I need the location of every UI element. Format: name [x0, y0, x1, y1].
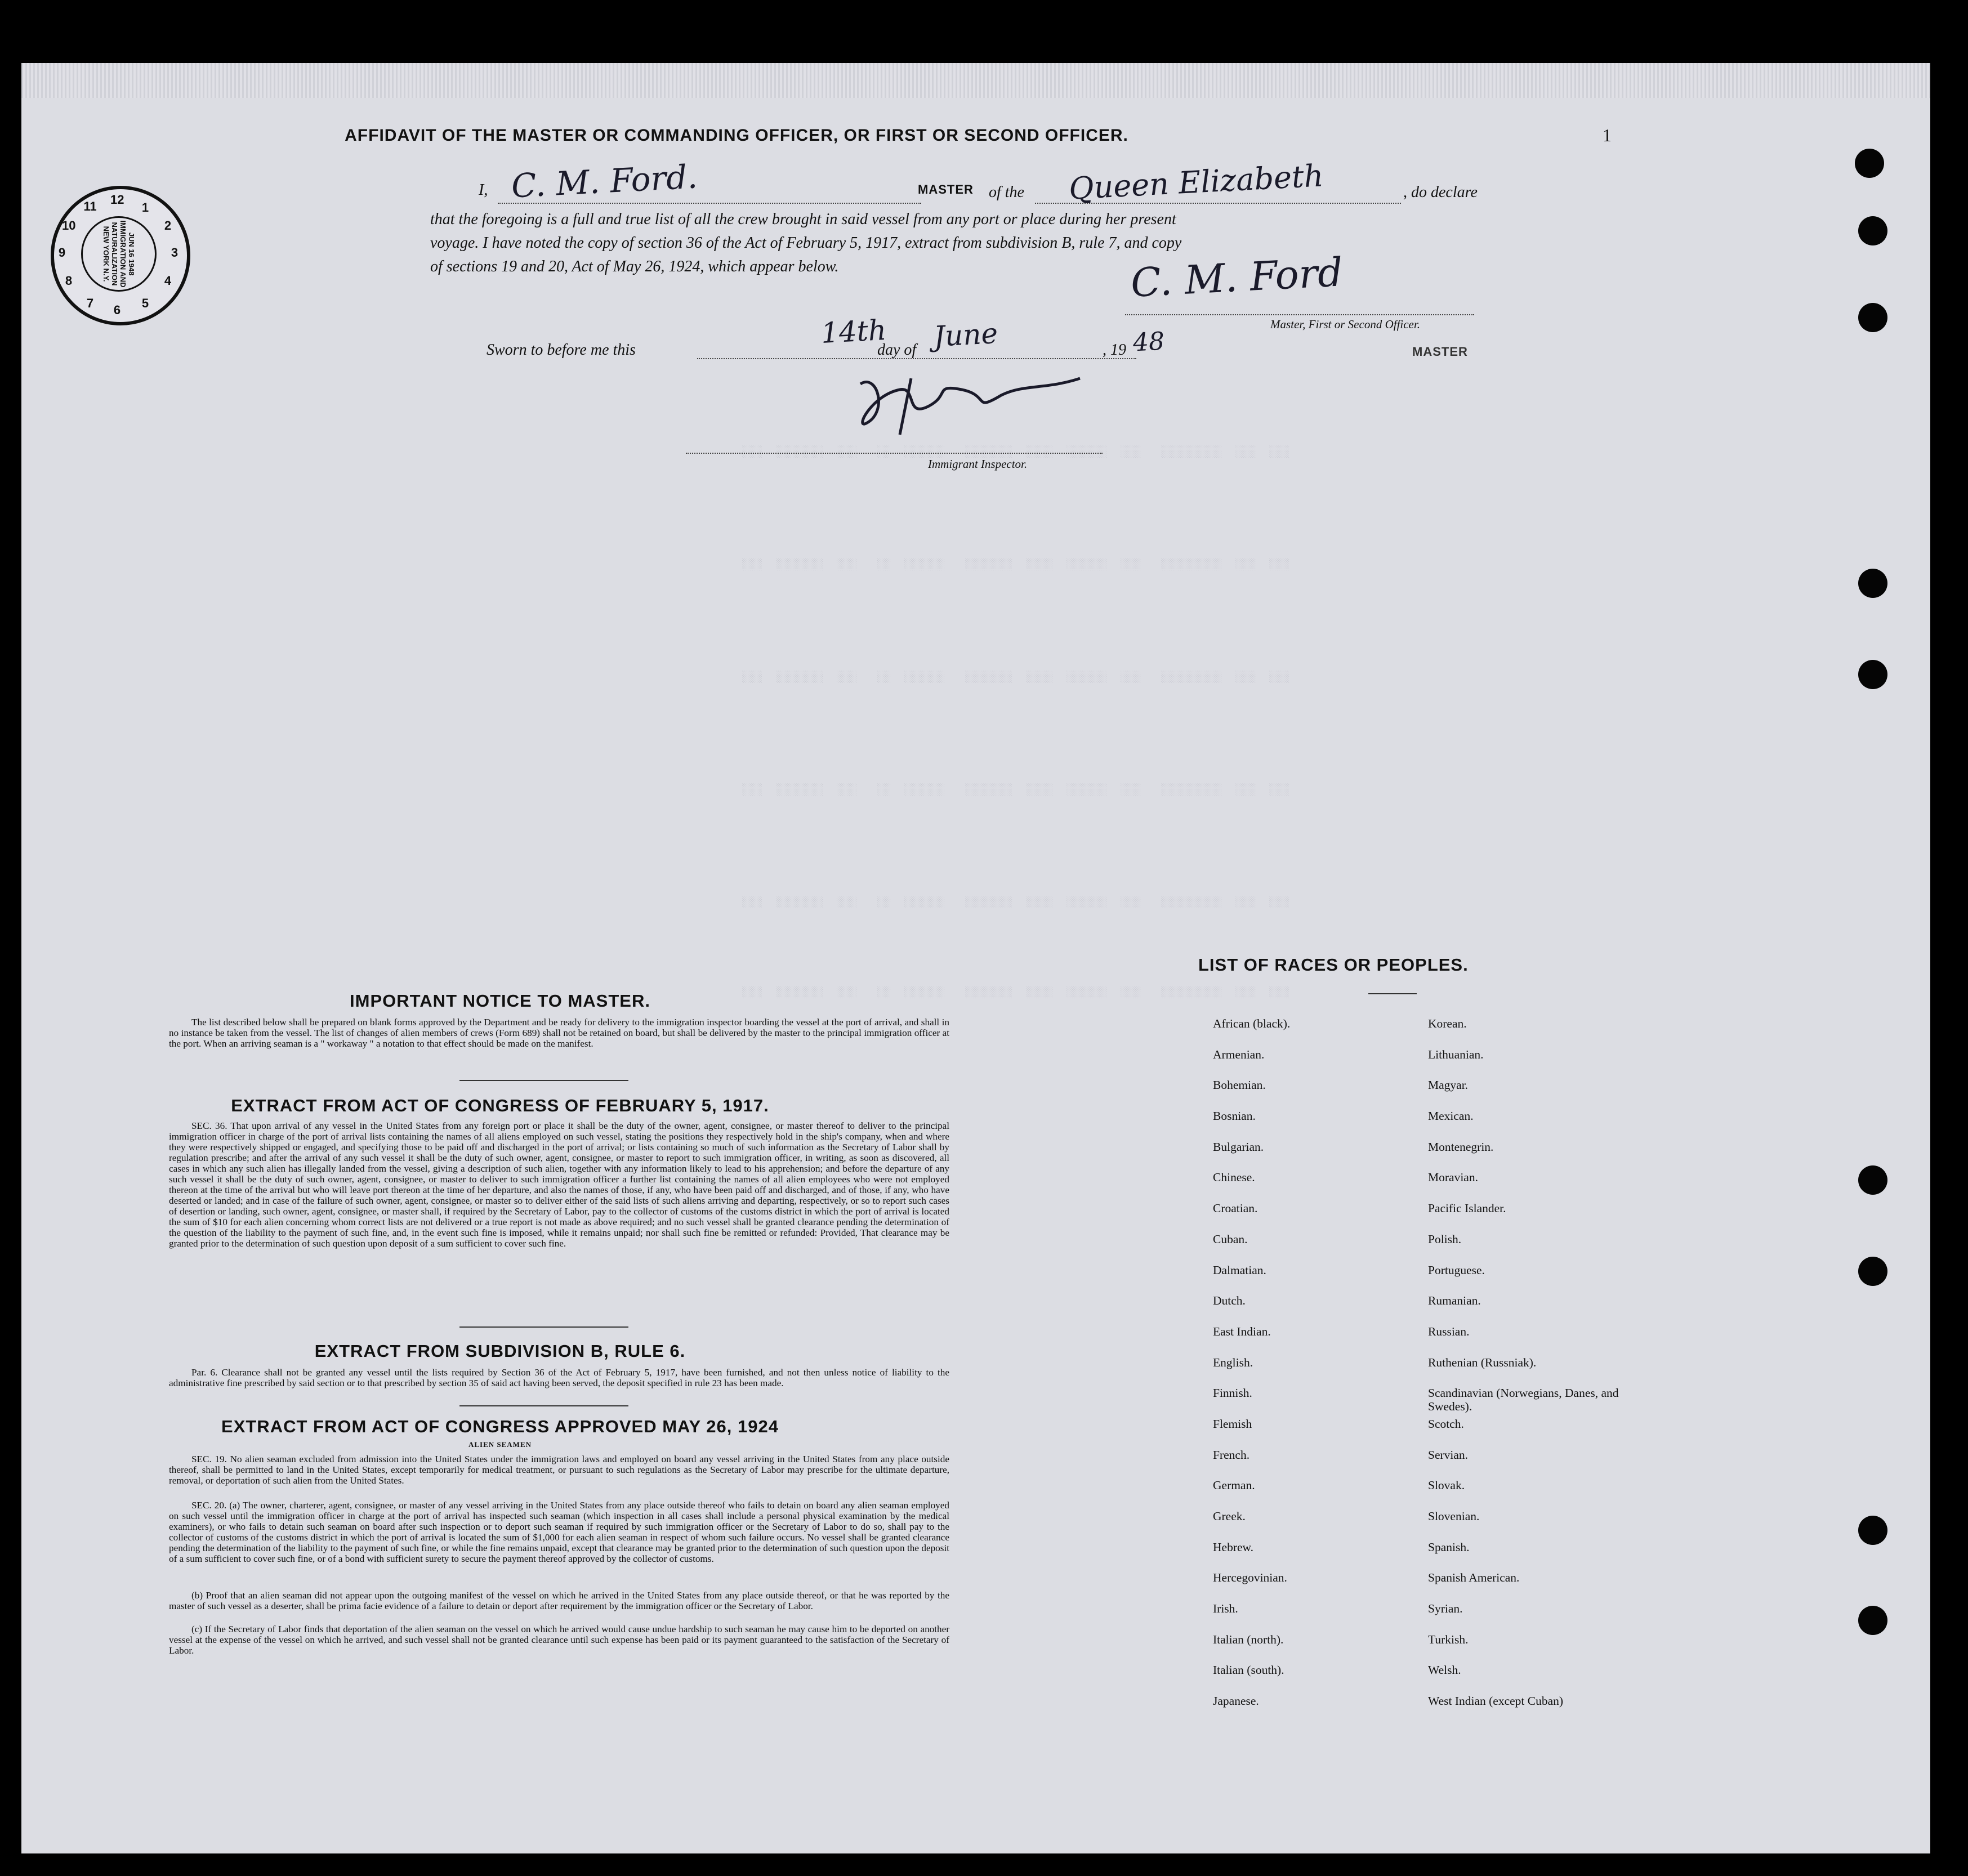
race-item: Welsh.	[1428, 1663, 1461, 1677]
bleed-through-row: ░░░ ░░░░░░░ ░░░ ░░ ░░░░░░ ░░░░░░░ ░░░░ ░░░░░░ ░░░ ░░░░░░░░░ ░░░ ░░░	[742, 896, 1290, 909]
race-item: Ruthenian (Russniak).	[1428, 1355, 1537, 1369]
race-item: Finnish.	[1213, 1386, 1252, 1400]
bleed-through-row: ░░░ ░░░░░░░ ░░░ ░░ ░░░░░░ ░░░░░░░ ░░░░ ░░░░░░ ░░░ ░░░░░░░░░ ░░░ ░░░	[742, 559, 1290, 571]
race-item: Armenian.	[1213, 1047, 1265, 1061]
punch-hole	[1858, 1165, 1887, 1195]
sworn-day-handwritten: 14th	[820, 314, 887, 350]
races-heading: LIST OF RACES OR PEOPLES.	[1198, 955, 1469, 975]
race-item: Spanish.	[1428, 1540, 1470, 1554]
punch-hole	[1858, 660, 1887, 689]
race-item: Servian.	[1428, 1448, 1469, 1462]
sworn-label: Sworn to before me this	[487, 341, 636, 359]
race-item: African (black).	[1213, 1017, 1291, 1030]
race-item: Hercegovinian.	[1213, 1571, 1287, 1585]
punch-hole	[1858, 216, 1887, 245]
race-item: Cuban.	[1213, 1232, 1248, 1246]
race-item: Croatian.	[1213, 1201, 1258, 1216]
punch-hole	[1858, 1516, 1887, 1545]
act-1924-sec-20a: SEC. 20. (a) The owner, charterer, agent, consignee, or master of any vessel arriving in the United States from any place outside thereof who fails to detain on board any alien seaman employed on such vessel until the immigration officer in charge at the port of arrival has inspected such seaman (which inspection in all cases shall include a personal physical examination by the medical examiners), or who fails to detain such seaman on board after such inspection or to deport such seaman if required by such immigration officer or the Secretary of Labor to do so, shall pay to the collector of customs of the customs district in which the port of arrival is located the sum of $1,000 for each alien seaman in respect of whom such failure occurs. No vessel shall be granted clearance pending the determination of the liability to the payment of such fine, or while the fine remains unpaid, except that clearance may be granted prior to the determination of such question upon the deposit of a sum sufficient to cover such fine, or of a bond with sufficient surety to secure the payment thereof approved by the collector of customs.	[169, 1500, 949, 1564]
master-name-handwritten: C. M. Ford.	[510, 157, 699, 206]
signature-line	[1125, 314, 1474, 315]
race-item: Bohemian.	[1213, 1078, 1266, 1092]
divider	[459, 1326, 628, 1328]
race-item: Portuguese.	[1428, 1263, 1485, 1277]
affidavit-prefix: I,	[479, 181, 488, 199]
rule-6-heading: EXTRACT FROM SUBDIVISION B, RULE 6.	[314, 1341, 686, 1361]
race-item: Japanese.	[1213, 1694, 1259, 1708]
race-item: Italian (north).	[1213, 1632, 1284, 1646]
page-title: AFFIDAVIT OF THE MASTER OR COMMANDING OFFICER, OR FIRST OR SECOND OFFICER.	[345, 126, 1128, 145]
affidavit-line-4: of sections 19 and 20, Act of May 26, 1924, which appear below.	[430, 258, 839, 275]
inspector-signature	[844, 361, 1091, 440]
divider	[1368, 993, 1417, 994]
race-item: Slovenian.	[1428, 1509, 1480, 1523]
race-item: Montenegrin.	[1428, 1140, 1494, 1154]
punch-hole	[1858, 569, 1887, 598]
punch-hole	[1858, 1257, 1887, 1286]
race-item: German.	[1213, 1479, 1255, 1493]
sworn-date-line	[697, 358, 1136, 359]
day-of-text: day of	[877, 341, 917, 359]
rule-6-text: Par. 6. Clearance shall not be granted any vessel until the lists required by Section 36 of the Act of February 5, 1917, have been furnished, and not then unless notice of liability to the administrative fine prescribed by said section or to that prescribed by section 35 of said act having been served, the deposit specified in rule 23 has been made.	[169, 1367, 949, 1388]
race-item: Bulgarian.	[1213, 1140, 1264, 1154]
bleed-through-row: ░░░ ░░░░░░░ ░░░ ░░ ░░░░░░ ░░░░░░░ ░░░░ ░░░░░░ ░░░ ░░░░░░░░░ ░░░ ░░░	[742, 446, 1290, 459]
notice-heading: IMPORTANT NOTICE TO MASTER.	[350, 991, 650, 1011]
race-item: Greek.	[1213, 1509, 1246, 1523]
race-item: Rumanian.	[1428, 1294, 1481, 1308]
race-item: French.	[1213, 1448, 1250, 1462]
race-item: Bosnian.	[1213, 1109, 1256, 1123]
master-name-line	[498, 203, 921, 204]
affidavit-line-3: voyage. I have noted the copy of section 36 of the Act of February 5, 1917, extract from subdivision B, rule 7, and copy	[430, 234, 1182, 252]
race-item: Turkish.	[1428, 1632, 1469, 1646]
bleed-through-row: ░░░ ░░░░░░░ ░░░ ░░ ░░░░░░ ░░░░░░░ ░░░░ ░░░░░░ ░░░ ░░░░░░░░░ ░░░ ░░░	[742, 784, 1290, 797]
race-item: English.	[1213, 1355, 1253, 1369]
race-item: Spanish American.	[1428, 1571, 1520, 1585]
sworn-year-handwritten: 48	[1132, 327, 1166, 358]
race-item: Polish.	[1428, 1232, 1462, 1246]
page-number: 1	[1603, 125, 1612, 145]
divider	[459, 1405, 628, 1406]
races-right-column	[1428, 1017, 1642, 1725]
race-item: West Indian (except Cuban)	[1428, 1694, 1564, 1708]
signature-caption: Master, First or Second Officer.	[1270, 318, 1420, 331]
races-left-column	[1213, 1017, 1404, 1725]
race-item: Hebrew.	[1213, 1540, 1254, 1554]
bleed-through-row: ░░░ ░░░░░░░ ░░░ ░░ ░░░░░░ ░░░░░░░ ░░░░ ░░░░░░ ░░░ ░░░░░░░░░ ░░░ ░░░	[742, 671, 1290, 684]
act-1924-sec-20b: (b) Proof that an alien seaman did not appear upon the outgoing manifest of the vessel on which he arrived in the United States from any place outside thereof, or that he was reported by the master of such vessel as a deserter, shall be prima facie evidence of a failure to detain or deport after requirement by the immigration officer or the Secretary of Labor.	[169, 1590, 949, 1611]
race-item: Flemish	[1213, 1417, 1252, 1431]
immigration-date-stamp: 1 2 3 4 5 6 7 8 9 10 11 12 JUN 16 1948 IMMIGRATION AND NATURALIZATION NEW YORK N.Y.	[51, 186, 190, 325]
race-item: Moravian.	[1428, 1171, 1478, 1185]
punch-hole	[1858, 303, 1887, 332]
race-item: Dutch.	[1213, 1294, 1246, 1308]
punch-hole	[1858, 1606, 1887, 1635]
inspector-caption: Immigrant Inspector.	[928, 457, 1028, 471]
race-item: Slovak.	[1428, 1479, 1465, 1493]
notice-text: The list described below shall be prepared on blank forms approved by the Department and be ready for delivery to the immigration inspector boarding the vessel at the port of arrival, and shall in no instance be taken from the vessel. The list of changes of alien members of crews (Form 689) shall not be retained on board, but shall be delivered by the master to the principal immigration officer at the port. When an arriving seaman is a " workaway " a notation to that effect should be made on the manifest.	[169, 1017, 949, 1049]
affidavit-line-2: that the foregoing is a full and true list of all the crew brought in said vessel from any port or place during her present	[430, 211, 1176, 228]
race-item: Italian (south).	[1213, 1663, 1284, 1677]
race-item: Dalmatian.	[1213, 1263, 1266, 1277]
act-1917-text: SEC. 36. That upon arrival of any vessel in the United States from any foreign port or place it shall be the duty of the owner, agent, consignee, or master thereof to deliver to the principal immigration officer in charge of the port of arrival lists containing the names of all aliens employed on such vessel, stating the positions they respectively hold in the ship's company, when and where they were respectively shipped or engaged, and specifying those to be paid off and discharged in the port of arrival; or lists containing so much of such information as the Secretary of Labor shall by regulation prescribe; and after the arrival of any such vessel it shall be the duty of such owner, agent, consignee, or master to report to such immigration officer, in writing, as soon as discovered, all cases in which any such alien has illegally landed from the vessel, giving a description of such alien, together with any information likely to lead to his apprehension; and before the departure of any such vessel it shall be the duty of such owner, agent, consignee, or master to deliver to such immigration officer a further list containing the names of all alien employees who were not employed thereon at the time of the arrival but who will leave port thereon at the time of her departure, and also the names of those, if any, who have been paid off and discharged, and of those, if any, who have deserted or landed; and in case of the failure of such owner, agent, consignee, or master so to deliver either of the said lists of such aliens arriving and departing, respectively, or so to report such cases of desertion or landing, such owner, agent, consignee, or master shall, if required by the Secretary of Labor, pay to the collector of customs of the customs district in which the port of arrival is located the sum of $10 for each alien concerning whom correct lists are not delivered or a true report is not made as above required; and no such vessel shall be granted clearance pending the determination of the question of the liability to the payment of such fine, and, in the event such fine is imposed, while it remains unpaid; nor shall such fine be remitted or refunded: Provided, That clearance may be granted prior to the determination of such question upon deposit of a sum sufficient to cover such fine.	[169, 1120, 949, 1249]
act-1924-heading: EXTRACT FROM ACT OF CONGRESS APPROVED MAY 26, 1924	[221, 1417, 779, 1436]
document-sheet	[21, 63, 1930, 1853]
master-signature: C. M. Ford	[1130, 249, 1344, 306]
race-item: Syrian.	[1428, 1602, 1463, 1616]
race-item: Korean.	[1428, 1017, 1467, 1030]
race-item: Scandinavian (Norwegians, Danes, and Swedes).	[1428, 1386, 1619, 1414]
act-1917-heading: EXTRACT FROM ACT OF CONGRESS OF FEBRUARY 5, 1917.	[231, 1096, 769, 1115]
race-item: Chinese.	[1213, 1171, 1255, 1185]
do-declare-text: , do declare	[1403, 184, 1478, 201]
act-1924-subheading: ALIEN SEAMEN	[468, 1440, 532, 1449]
of-the-text: of the	[989, 184, 1024, 201]
master-role-stamp: MASTER	[918, 182, 974, 196]
race-item: East Indian.	[1213, 1324, 1271, 1338]
race-item: Russian.	[1428, 1324, 1470, 1338]
bleed-through-row: ░░░ ░░░░░░░ ░░░ ░░ ░░░░░░ ░░░░░░░ ░░░░ ░░░░░░ ░░░ ░░░░░░░░░ ░░░ ░░░	[742, 986, 1290, 999]
master-stamp-2: MASTER	[1412, 345, 1468, 359]
race-item: Irish.	[1213, 1602, 1238, 1616]
act-1924-sec-19: SEC. 19. No alien seaman excluded from admission into the United States under the immigration laws and employed on board any vessel arriving in the United States from any place outside thereof, shall be permitted to land in the United States, except temporarily for medical treatment, or pursuant to such regulations as the Secretary of Labor may prescribe for the ultimate departure, removal, or deportation of such alien from the United States.	[169, 1454, 949, 1486]
sworn-month-handwritten: June	[932, 317, 999, 353]
race-item: Lithuanian.	[1428, 1047, 1484, 1061]
race-item: Scotch.	[1428, 1417, 1464, 1431]
race-item: Magyar.	[1428, 1078, 1469, 1092]
race-item: Mexican.	[1428, 1109, 1474, 1123]
inspector-line	[686, 453, 1103, 454]
year-prefix: , 19	[1103, 341, 1126, 359]
punch-hole	[1855, 149, 1884, 178]
vessel-name-handwritten: Queen Elizabeth	[1068, 158, 1324, 207]
divider	[459, 1080, 628, 1081]
act-1924-sec-20c: (c) If the Secretary of Labor finds that deportation of the alien seaman on the vessel on which he arrived would cause undue hardship to such seaman he may cause him to be deported on another vessel at the expense of the vessel on which he arrived, and such vessel shall not be granted clearance until such expense has been paid or its payment guaranteed to the satisfaction of the Secretary of Labor.	[169, 1624, 949, 1656]
stamp-text: JUN 16 1948 IMMIGRATION AND NATURALIZATION NEW YORK N.Y.	[81, 216, 157, 292]
race-item: Pacific Islander.	[1428, 1201, 1506, 1216]
